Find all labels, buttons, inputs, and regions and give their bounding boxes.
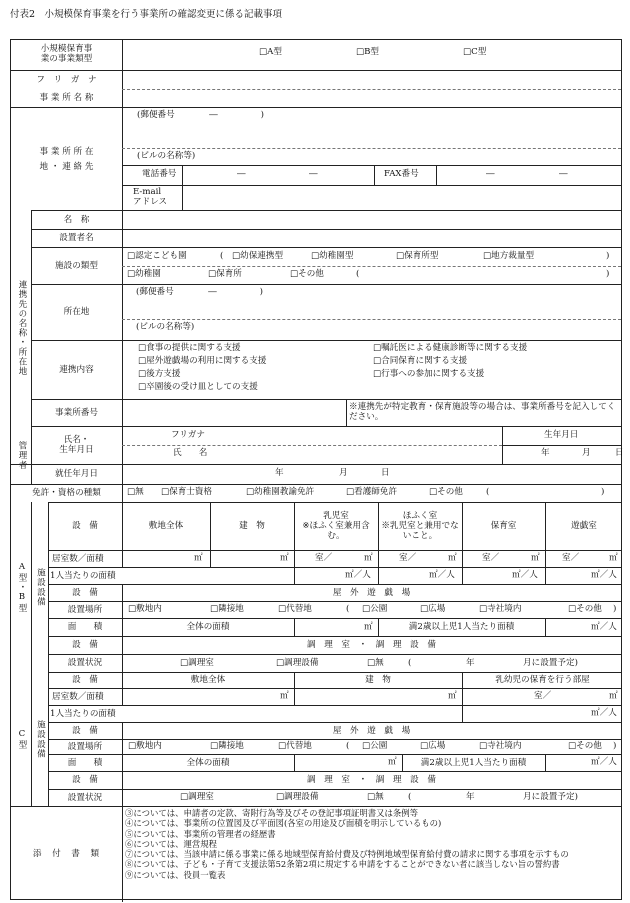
- col-crawling-room: ほふく室 ※乳児室と兼用でないこと。: [381, 511, 459, 541]
- col-playroom: 遊戯室: [571, 521, 597, 532]
- col-site: 敷地全体: [148, 521, 184, 532]
- checkbox-nursery-type[interactable]: □保育所型: [396, 251, 439, 261]
- checkbox-backup[interactable]: □後方支援: [138, 369, 181, 379]
- unit-m2p-c: ㎡／人: [591, 708, 617, 718]
- unit-m2p-c-over2: ㎡／人: [591, 757, 617, 767]
- unit-m2-crawl: ㎡: [448, 553, 457, 563]
- form-table: [10, 39, 622, 900]
- label-furigana: フ リ ガ ナ: [36, 74, 97, 85]
- paren-open-ab-status: (: [408, 658, 412, 668]
- checkbox-c-on-site[interactable]: □敷地内: [128, 741, 162, 751]
- attachment-item: ⑤については、事業所の管理者の経歴書: [125, 828, 276, 839]
- row-ab-per-child: [48, 567, 621, 585]
- row-ab-kitchen-header: [48, 636, 621, 655]
- checkbox-ab-substitute[interactable]: □代替地: [278, 604, 312, 614]
- label-ab-total-area: 全体の面積: [186, 622, 230, 633]
- row-attachments: [11, 806, 621, 902]
- checkbox-c-other[interactable]: □その他: [568, 741, 602, 751]
- label-rooms-area: 居室数／面積: [52, 553, 104, 564]
- label-manager-furigana: フリガナ: [171, 430, 205, 440]
- start-month: 月: [339, 468, 348, 478]
- checkbox-outdoor-use[interactable]: □屋外遊戯場の利用に関する支援: [138, 356, 267, 366]
- col-c-room: 乳幼児の保育を行う部屋: [495, 675, 590, 686]
- unit-m2p-play: ㎡／人: [591, 570, 617, 580]
- unit-room-crawl: 室／: [399, 553, 417, 563]
- row-ab-rooms-area: [48, 550, 621, 568]
- col-nursery-room: 保育室: [490, 521, 517, 532]
- checkbox-nursery-teacher[interactable]: □保育士資格: [161, 487, 213, 497]
- partner-building-field[interactable]: (ビルの名称等): [136, 322, 195, 332]
- birth-month: 月: [582, 448, 591, 458]
- label-founder: 設置者名: [59, 233, 94, 244]
- row-ab-area: [48, 618, 621, 637]
- unit-m2-building: ㎡: [280, 553, 289, 563]
- checkbox-kindergarten-license[interactable]: □幼稚園教諭免許: [246, 487, 315, 497]
- unit-m2-c-building: ㎡: [448, 691, 457, 701]
- unit-m2-c-total: ㎡: [388, 757, 397, 767]
- checkbox-license-other[interactable]: □その他: [429, 487, 463, 497]
- row-c-area: [48, 754, 621, 772]
- checkbox-type-c[interactable]: □C型: [463, 47, 487, 57]
- checkbox-license-none[interactable]: □無: [127, 487, 144, 497]
- paren-close-2: ): [606, 269, 610, 279]
- label-license: 免許・資格の種類: [32, 488, 101, 499]
- label-attachments: 添 付 書 類: [32, 848, 101, 859]
- attachment-item: ⑥については、運営規程: [125, 838, 217, 849]
- row-cooperation: [31, 340, 621, 400]
- row-c-place: [48, 739, 621, 755]
- label-c-outdoor: 屋 外 遊 戯 場: [332, 725, 411, 736]
- label-c-outdoor-equip: 設 備: [72, 725, 98, 736]
- side-label-c-equip: 施設設備: [35, 719, 46, 759]
- label-business-type: 小規模保育事 業の事業類型: [40, 44, 93, 64]
- label-ab-kitchen-equip: 設 備: [72, 640, 98, 651]
- attachment-item: ⑧については、子ども・子育て支援法第52条第2項に規定する申請をすることができない者に該当しない旨の誓約書: [125, 859, 560, 870]
- unit-m2-infant: ㎡: [364, 553, 373, 563]
- checkbox-c-kitchen-none[interactable]: □無: [367, 792, 384, 802]
- unit-m2-site: ㎡: [194, 553, 203, 563]
- label-manager-name-birth: 氏名・ 生年月日: [59, 435, 94, 455]
- col-infant-room: 乳児室 ※ほふく室兼用含む。: [302, 511, 370, 541]
- label-partner-location: 所在地: [63, 307, 90, 318]
- checkbox-ab-shrine[interactable]: □寺社境内: [479, 604, 522, 614]
- label-ab-outdoor-equip: 設 備: [72, 587, 98, 598]
- label-c-equip: 設 備: [72, 675, 98, 686]
- row-c-rooms-area: [48, 688, 621, 706]
- label-ab-status-year: 年: [466, 658, 475, 668]
- row-partner-location: [31, 284, 621, 341]
- paren-close-3: ): [601, 487, 605, 497]
- label-ab-status: 設置状況: [67, 658, 103, 669]
- checkbox-type-b[interactable]: □B型: [356, 47, 380, 57]
- label-ab-equip: 設 備: [72, 521, 98, 532]
- checkbox-ab-plaza[interactable]: □広場: [420, 604, 446, 614]
- row-business-type: [11, 40, 621, 70]
- checkbox-ab-other[interactable]: □その他: [568, 604, 602, 614]
- label-office-name: 事 業 所 名 称: [39, 92, 94, 103]
- label-ab-area: 面 積: [67, 622, 103, 633]
- label-ab-place: 設置場所: [67, 604, 103, 615]
- label-c-status: 設置状況: [67, 792, 103, 803]
- label-c-rooms-area: 居室数／面積: [52, 691, 104, 702]
- building-name-field[interactable]: (ビルの名称等): [137, 151, 196, 161]
- row-manager: [31, 426, 624, 465]
- unit-room-nursery: 室／: [482, 553, 500, 563]
- unit-m2p-crawl: ㎡／人: [429, 570, 455, 580]
- side-label-ab: A型・B型: [16, 561, 27, 613]
- row-facility-type: [31, 247, 621, 285]
- unit-m2-play: ㎡: [609, 553, 618, 563]
- label-c-area: 面 積: [67, 757, 103, 768]
- birth-year: 年: [541, 448, 550, 458]
- label-fax: FAX番号: [384, 169, 419, 179]
- label-office-address: 事 業 所 所 在 地 ・ 連 絡 先: [39, 146, 94, 172]
- row-license: [11, 484, 621, 503]
- label-phone: 電話番号: [142, 169, 177, 179]
- label-office-number: 事業所番号: [55, 407, 98, 418]
- row-start-date: [11, 464, 621, 485]
- paren-open-c-status: (: [408, 792, 412, 802]
- checkbox-c-shrine[interactable]: □寺社境内: [479, 741, 522, 751]
- checkbox-ab-kitchen-room[interactable]: □調理室: [180, 658, 214, 668]
- row-partner-name: [31, 210, 621, 230]
- checkbox-other-type[interactable]: □その他: [290, 269, 324, 279]
- paren-close-c: ): [613, 741, 617, 751]
- phone-dash-2: ―: [309, 169, 318, 179]
- label-birth-date: 生年月日: [544, 430, 579, 440]
- paren-open-2: (: [356, 269, 360, 279]
- unit-m2-ab-total: ㎡: [364, 622, 373, 632]
- unit-m2p-nursery: ㎡／人: [512, 570, 538, 580]
- checkbox-c-plaza[interactable]: □広場: [420, 741, 446, 751]
- row-office-address: [11, 107, 621, 211]
- col-c-building: 建 物: [365, 675, 391, 686]
- label-c-over2: 満2歳以上児1人当たり面積: [420, 757, 527, 768]
- attachment-item: ④については、事業所の位置図及び平面図(各室の用途及び面積を明示しているもの): [125, 818, 442, 829]
- attachments-list: [125, 808, 617, 880]
- label-ab-kitchen: 調 理 室 ・ 調 理 設 備: [307, 640, 436, 651]
- phone-dash-1: ―: [237, 169, 246, 179]
- unit-m2p-infant: ㎡／人: [345, 570, 371, 580]
- label-start-date: 就任年月日: [55, 469, 98, 480]
- checkbox-joint-care[interactable]: □合同保育に関する支援: [373, 356, 468, 366]
- label-c-status-year: 年: [466, 792, 475, 802]
- unit-room-c: 室／: [534, 691, 552, 701]
- paren-open-ab: (: [346, 604, 350, 614]
- fax-dash-1: ―: [486, 169, 495, 179]
- unit-m2-nursery: ㎡: [531, 553, 540, 563]
- side-label-manager: 管理者: [16, 440, 27, 470]
- label-per-child: 1人当たりの面積: [50, 570, 116, 581]
- unit-room-infant: 室／: [315, 553, 333, 563]
- row-office-name: [11, 70, 621, 108]
- checkbox-c-park[interactable]: □公園: [362, 741, 388, 751]
- label-ab-outdoor: 屋 外 遊 戯 場: [332, 587, 411, 598]
- unit-room-play: 室／: [562, 553, 580, 563]
- checkbox-c-substitute[interactable]: □代替地: [278, 741, 312, 751]
- start-year: 年: [275, 468, 284, 478]
- unit-m2p-ab-over2: ㎡／人: [591, 622, 617, 632]
- label-c-total-area: 全体の面積: [186, 757, 230, 768]
- paren-close-ab: ): [613, 604, 617, 614]
- row-office-number: [31, 399, 621, 427]
- checkbox-health-check[interactable]: □嘱託医による健康診断等に関する支援: [373, 343, 528, 353]
- start-day: 日: [381, 468, 390, 478]
- label-c-kitchen-equip: 設 備: [72, 775, 98, 786]
- checkbox-c-kitchen-equip[interactable]: □調理設備: [276, 792, 319, 802]
- checkbox-meal-support[interactable]: □食事の提供に関する支援: [138, 343, 241, 353]
- side-label-c: C型: [16, 728, 27, 750]
- checkbox-nursery[interactable]: □保育所: [208, 269, 242, 279]
- paren-open-c: (: [346, 741, 350, 751]
- partner-postal-field[interactable]: (郵便番号 ― ): [136, 287, 264, 297]
- checkbox-c-kitchen-room[interactable]: □調理室: [180, 792, 214, 802]
- row-ab-header: [48, 502, 621, 551]
- office-name-field[interactable]: [124, 91, 619, 106]
- checkbox-ab-adjacent[interactable]: □隣接地: [210, 604, 244, 614]
- label-c-place: 設置場所: [67, 741, 103, 752]
- label-facility-type: 施設の類型: [55, 260, 98, 271]
- row-c-header: [48, 672, 621, 689]
- label-email: E-mail アドレス: [133, 187, 168, 207]
- label-c-kitchen: 調 理 室 ・ 調 理 設 備: [307, 775, 436, 786]
- email-field[interactable]: [184, 188, 619, 208]
- label-ab-status-month: 月に設置予定): [523, 658, 578, 668]
- row-c-status: [48, 789, 621, 807]
- fax-dash-2: ―: [559, 169, 568, 179]
- label-manager-name: 氏 名: [173, 448, 208, 458]
- checkbox-local-discretion[interactable]: □地方裁量型: [483, 251, 535, 261]
- label-partner-name: 名 称: [63, 214, 90, 225]
- checkbox-ab-kitchen-equip[interactable]: □調理設備: [276, 658, 319, 668]
- row-ab-outdoor-header: [48, 584, 621, 602]
- checkbox-certified-kodomoen[interactable]: □認定こども園: [127, 251, 187, 261]
- row-c-per-child: [48, 705, 621, 723]
- checkbox-c-adjacent[interactable]: □隣接地: [210, 741, 244, 751]
- col-building: 建 物: [239, 521, 265, 532]
- label-cooperation: 連携内容: [59, 364, 94, 375]
- row-c-kitchen-header: [48, 771, 621, 790]
- checkbox-ab-on-site[interactable]: □敷地内: [128, 604, 162, 614]
- side-label-ab-equip: 施設設備: [35, 567, 46, 607]
- label-c-per-child: 1人当たりの面積: [50, 708, 116, 719]
- form-title: 付表2 小規模保育事業を行う事業所の確認変更に係る記載事項: [10, 9, 283, 20]
- checkbox-type-a[interactable]: □A型: [259, 47, 282, 57]
- checkbox-yoho-renkei[interactable]: □幼保連携型: [232, 251, 284, 261]
- attachment-item: ⑨については、役員一覧表: [125, 869, 226, 880]
- paren-open-3: (: [486, 487, 490, 497]
- label-c-status-month: 月に設置予定): [523, 792, 578, 802]
- row-ab-place: [48, 601, 621, 619]
- checkbox-ab-kitchen-none[interactable]: □無: [367, 658, 384, 668]
- label-ab-over2: 満2歳以上児1人当たり面積: [408, 622, 515, 633]
- checkbox-kindergarten-type[interactable]: □幼稚園型: [311, 251, 354, 261]
- checkbox-ab-park[interactable]: □公園: [362, 604, 388, 614]
- row-c-outdoor-header: [48, 722, 621, 740]
- side-label-partner: 連携先の名称・所在地: [16, 279, 27, 376]
- checkbox-kindergarten[interactable]: □幼稚園: [127, 269, 161, 279]
- checkbox-nurse-license[interactable]: □看護師免許: [346, 487, 398, 497]
- row-founder: [31, 229, 621, 248]
- col-c-site: 敷地全体: [190, 675, 226, 686]
- attachment-item: ⑦については、当該申請に係る事業に係る地域型保育給付費及び特例地域型保育給付費の請求に関する事項を示すもの: [125, 849, 569, 859]
- furigana-field[interactable]: [124, 72, 619, 87]
- paren-close: ): [606, 251, 610, 261]
- postal-code-field[interactable]: (郵便番号 ― ): [137, 110, 265, 120]
- paren-open: (: [220, 251, 224, 261]
- unit-m2-c-room: ㎡: [609, 691, 618, 701]
- checkbox-after-graduation[interactable]: □卒園後の受け皿としての支援: [138, 382, 258, 392]
- row-ab-status: [48, 654, 621, 673]
- checkbox-events[interactable]: □行事への参加に関する支援: [373, 369, 485, 379]
- birth-day: 日: [615, 448, 624, 458]
- unit-m2-c-site: ㎡: [280, 691, 289, 701]
- attachment-item: ③については、申請者の定款、寄附行為等及びその登記事項証明書又は条例等: [125, 808, 418, 818]
- note-office-number: ※連携先が特定教育・保育施設等の場合は、事業所番号を記入してください。: [349, 402, 616, 423]
